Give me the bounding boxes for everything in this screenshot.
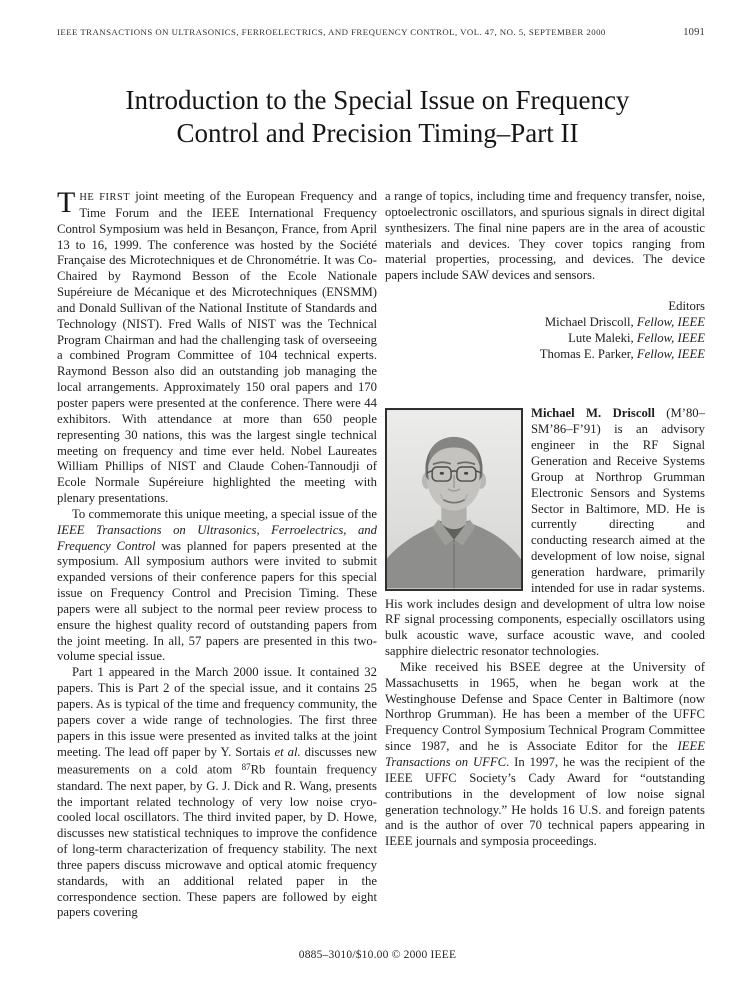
copyright-footer: 0885–3010/$10.00 © 2000 IEEE: [298, 949, 457, 961]
paragraph-1-text: HE FIRST joint meeting of the European Frequency and Time Forum and the IEEE International Frequency Control Symposium was held in Besançon, France, from April 13 to 16, 1999. The conference was hosted by the Société Française des Microtechniques et de Chronométrie. It was Co-Chaired by Raymond Besson of the Ecole Nationale Supéreiure de Mécanique et des Microtechniques (ENSMM) and Donald Sullivan of the National Institute of Standards and Technology (NIST). Fred Walls of NIST was the Technical Program Chairman and had the challenging task of overseeing a combined Program Committee of 104 technical experts. Raymond Besson also did an outstanding job managing the local arrangements. Approximately 150 oral papers and 170 poster papers were presented at the conference. There were 44 exhibitors. With attendance at more than 650 people representing 30 nations, this was the largest single technical meeting on frequency and time ever held. Nobel Laureates William Phillips of NIST and Claude Cohen-Tannoudji of Ecole Normale Supéreiure highlighted the meeting with plenary presentations.: [57, 189, 377, 506]
two-column-body: [57, 186, 705, 921]
editor-name: Thomas E. Parker, Fellow, IEEE: [539, 346, 705, 361]
paragraph-4: a range of topics, including time and frequency transfer, noise, optoelectronic oscillators, and spurious signals in direct digital synthesizers. The final nine papers are in the area of acoustic materials and devices. They cover topics ranging from material properties, processing, and devices. The device papers include SAW devices and sensors.: [385, 189, 705, 283]
paragraph-2: To commemorate this unique meeting, a special issue of the IEEE Transactions on Ultrasonics, Ferroelectrics, and Frequency Control was planned for papers presented at the symposium. All symposium authors were invited to submit expanded versions of their conference papers for this special issue on Frequency Control and Precision Timing. These papers were all subject to the normal peer review process to ensure the highest quality record of outstanding papers from the joint meeting. In all, 57 papers are presented in this two-volume special issue.: [57, 506, 377, 664]
paragraph-3: Part 1 appeared in the March 2000 issue. It contained 32 papers. This is Part 2 of the special issue, and it contains 25 papers. As is typical of the time and frequency community, the papers cover a wide range of technologies. The first three papers in this issue were presented as invited talks at the joint meeting. The lead off paper by Y. Sortais et al. discusses new measurements on a cold atom $^{87}$Rb fountain frequency standard. The next paper, by G. J. Dick and R. Wang, presents the important related technology of very low noise cryo-cooled local oscillators. The third invited paper, by D. Howe, discusses new statistical techniques to improve the confidence of long-term characterization of frequency stability. The next three papers discuss microwave and optical atomic frequency standards, with an additional related paper in the correspondence section. These papers are followed by eight papers covering: [57, 665, 377, 920]
editor-name: Lute Maleki, Fellow, IEEE: [568, 330, 705, 345]
left-column: [57, 186, 377, 921]
editors-heading: Editors: [668, 299, 705, 314]
right-column: [385, 189, 705, 921]
paragraph-1: [57, 186, 377, 507]
article-title-line2: Control and Precision Timing–Part II: [176, 118, 579, 148]
journal-name-header: IEEE TRANSACTIONS ON ULTRASONICS, FERROELECTRICS, AND FREQUENCY CONTROL, VOL. 47, NO. 5, SEPTEMBER 2000: [57, 27, 606, 37]
author-portrait-photo: [385, 408, 523, 591]
running-header: [57, 27, 705, 38]
portrait-illustration: [387, 410, 521, 589]
article-title: [0, 84, 755, 150]
article-title-line1: Introduction to the Special Issue on Frequency: [125, 85, 630, 115]
bio-paragraph-1: Michael M. Driscoll (M’80–SM’86–F’91) is an advisory engineer in the RF Signal Generation and Receive Systems Group at Northrop Grumman Electronic Sensors and Systems Sector in Baltimore, MD. He is currently directing and conducting research aimed at the development of low noise, signal generation hardware, primarily intended for use in radar systems. His work includes design and development of ultra low noise RF signal processing components, especially oscillators using bulk acoustic wave, surface acoustic wave, and cooled sapphire dielectric resonator technologies.: [385, 406, 705, 659]
page-number: 1091: [683, 27, 705, 38]
editors-block: [385, 299, 705, 362]
bio-paragraph-2: Mike received his BSEE degree at the University of Massachusetts in 1965, when he began work at the Westinghouse Defense and Space Center in Baltimore (now Northrop Grumman). He has been a member of the UFFC Frequency Control Symposium Technical Program Committee since 1987, and he is Associate Editor for the IEEE Transactions on UFFC. In 1997, he was the recipient of the IEEE UFFC Society’s Cady Award for “outstanding contributions in the development of low noise signal generation technology.” He holds 16 U.S. and foreign patents and is the author of over 70 technical papers appearing in IEEE journals and symposia proceedings.: [385, 659, 705, 849]
author-biography: [385, 406, 705, 850]
editor-name: Michael Driscoll, Fellow, IEEE: [544, 314, 705, 329]
drop-cap: T: [57, 186, 76, 219]
